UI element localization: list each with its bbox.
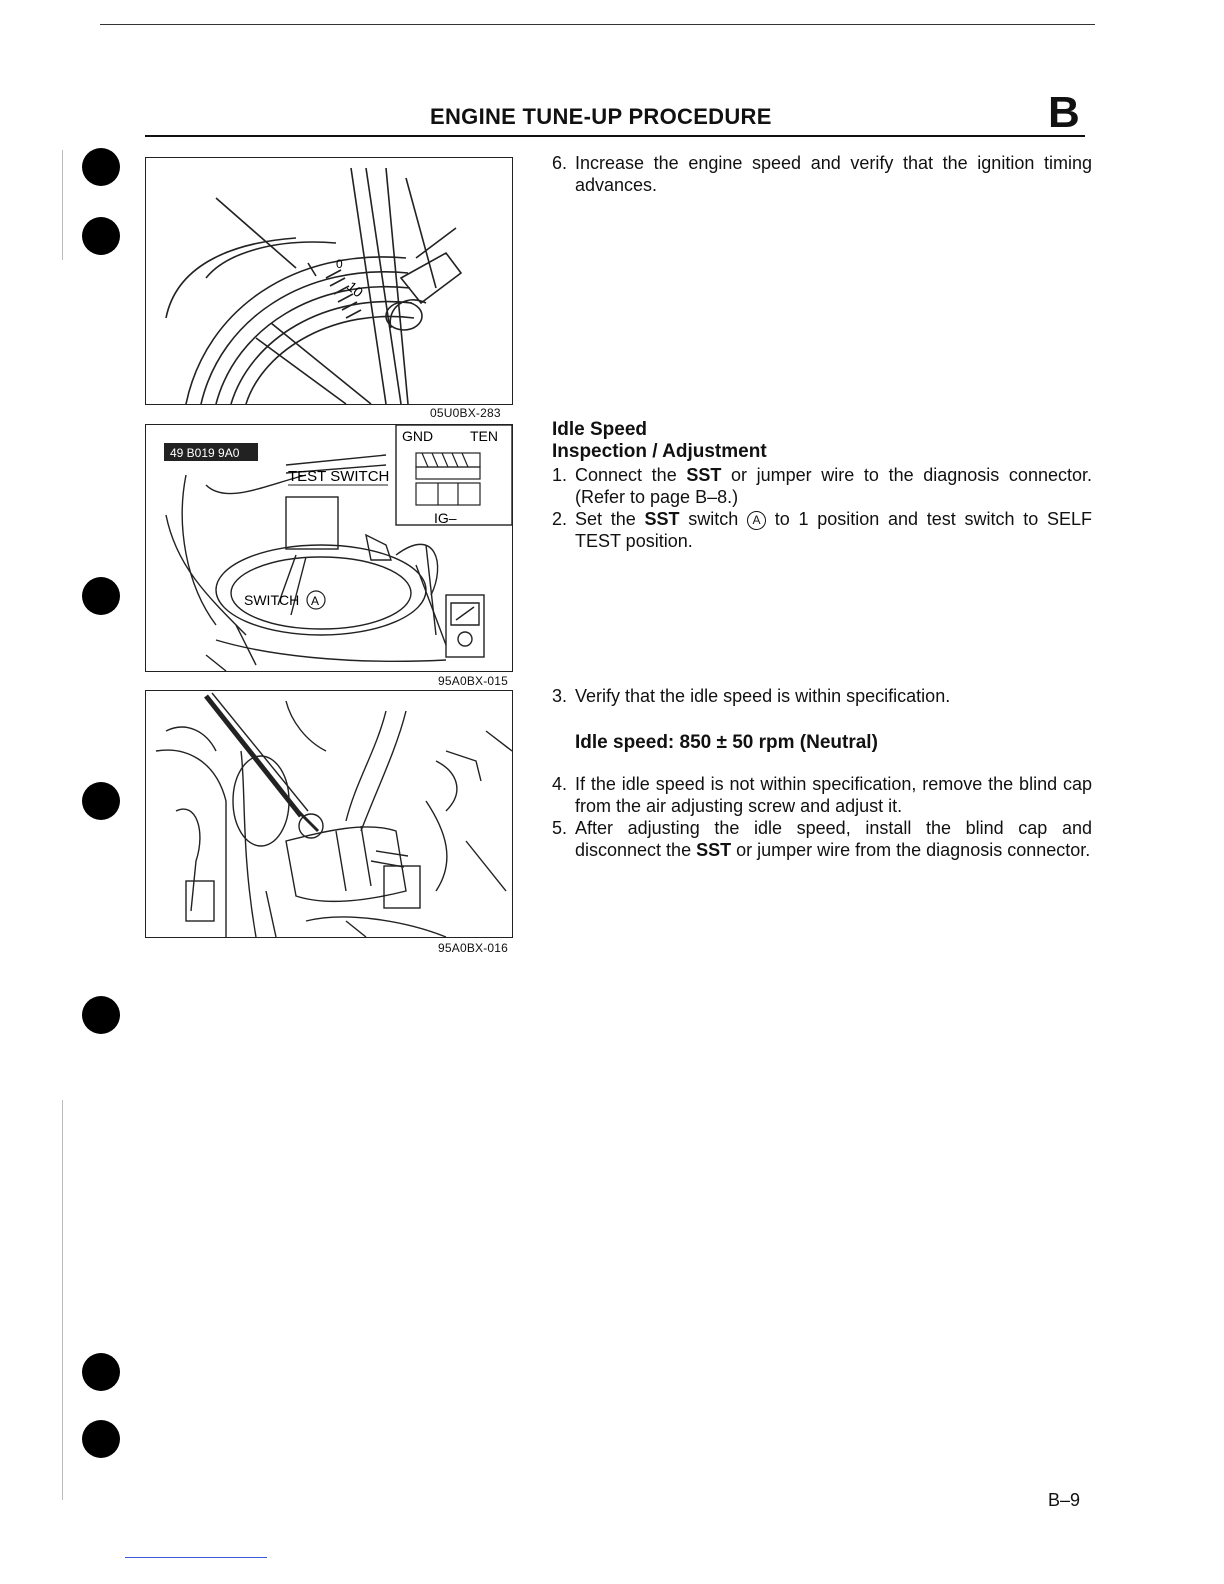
- step-number: 6.: [552, 153, 568, 173]
- step-text: [575, 508, 1092, 552]
- bottom-rule: [125, 1557, 267, 1558]
- step-text: Verify that the idle speed is within specification.: [575, 686, 951, 706]
- step-text: Increase the engine speed and verify that the ignition timing advances.: [575, 153, 1092, 195]
- section-heading-idle-speed: Idle Speed: [552, 419, 648, 440]
- step-1: [552, 464, 1092, 508]
- step-2: [552, 508, 1092, 552]
- step-number: 5.: [552, 818, 568, 838]
- step-5: [552, 817, 1092, 861]
- binder-hole: [82, 782, 120, 820]
- step-number: 4.: [552, 774, 568, 794]
- svg-text:0: 0: [336, 257, 343, 271]
- page-title: ENGINE TUNE-UP PROCEDURE: [430, 104, 772, 129]
- step-3: [552, 685, 1092, 707]
- binder-margin-line: [62, 150, 63, 260]
- step-number: 1.: [552, 465, 568, 485]
- top-rule: [100, 24, 1095, 25]
- sst-number-label: 49 B019 9A0: [170, 446, 240, 460]
- binder-hole: [82, 148, 120, 186]
- sst-bold: SST: [686, 465, 722, 485]
- idle-speed-spec: Idle speed: 850 ± 50 rpm (Neutral): [575, 732, 878, 753]
- binder-hole: [82, 577, 120, 615]
- binder-hole: [82, 996, 120, 1034]
- binder-margin-line: [62, 1100, 63, 1500]
- step-number: 2.: [552, 509, 568, 529]
- figure-code: 95A0BX-016: [438, 941, 509, 955]
- step-4: [552, 773, 1092, 817]
- pulley-illustration: [146, 158, 512, 404]
- step-text-part: Connect the: [575, 465, 687, 485]
- ten-label: TEN: [470, 428, 498, 444]
- step-text-part: switch: [679, 509, 748, 529]
- switch-a-label: SWITCH: [244, 592, 300, 608]
- step-text-part: or jumper wire from the diagnosis connector.: [731, 840, 1091, 860]
- step-text-part: Set the: [575, 509, 645, 529]
- figure-timing-pulley: [145, 157, 513, 405]
- figure-sst-connection: [145, 424, 513, 672]
- page-number: B–9: [1048, 1490, 1081, 1510]
- ig-label: IG–: [434, 510, 457, 526]
- sst-bold: SST: [644, 509, 680, 529]
- switch-a-circle-label: A: [311, 594, 320, 608]
- header-rule: [145, 135, 1085, 137]
- step-text-part: After adjusting the idle speed, install the blind cap and disconnect the: [575, 818, 1092, 860]
- binder-hole: [82, 217, 120, 255]
- circled-a-symbol: A: [747, 511, 766, 530]
- gnd-label: GND: [402, 428, 434, 444]
- step-text: [575, 464, 1092, 508]
- binder-hole: [82, 1353, 120, 1391]
- step-number: 3.: [552, 686, 568, 706]
- svg-text:10: 10: [344, 278, 367, 301]
- figure-code: 05U0BX-283: [430, 406, 501, 420]
- sst-illustration: [146, 425, 512, 671]
- section-letter: B: [1048, 88, 1080, 137]
- step-6: [552, 152, 1092, 196]
- test-switch-label: TEST SWITCH: [288, 468, 390, 485]
- section-subheading-inspection: Inspection / Adjustment: [552, 441, 767, 462]
- idle-screw-illustration: [146, 691, 512, 937]
- figure-code: 95A0BX-015: [438, 674, 509, 688]
- step-text: [575, 817, 1092, 861]
- step-text-part: or jumper wire to the diagnosis connector. (Refer to page B–8.): [575, 465, 1092, 507]
- procedure-text-column: [552, 152, 1092, 952]
- figure-idle-adjust-screw: [145, 690, 513, 938]
- step-text: If the idle speed is not within specification, remove the blind cap from the air adjusting screw and adjust it.: [575, 774, 1092, 816]
- step-text-part: to 1 position and test switch to SELF TEST position.: [575, 509, 1093, 551]
- binder-hole: [82, 1420, 120, 1458]
- sst-bold: SST: [696, 840, 732, 860]
